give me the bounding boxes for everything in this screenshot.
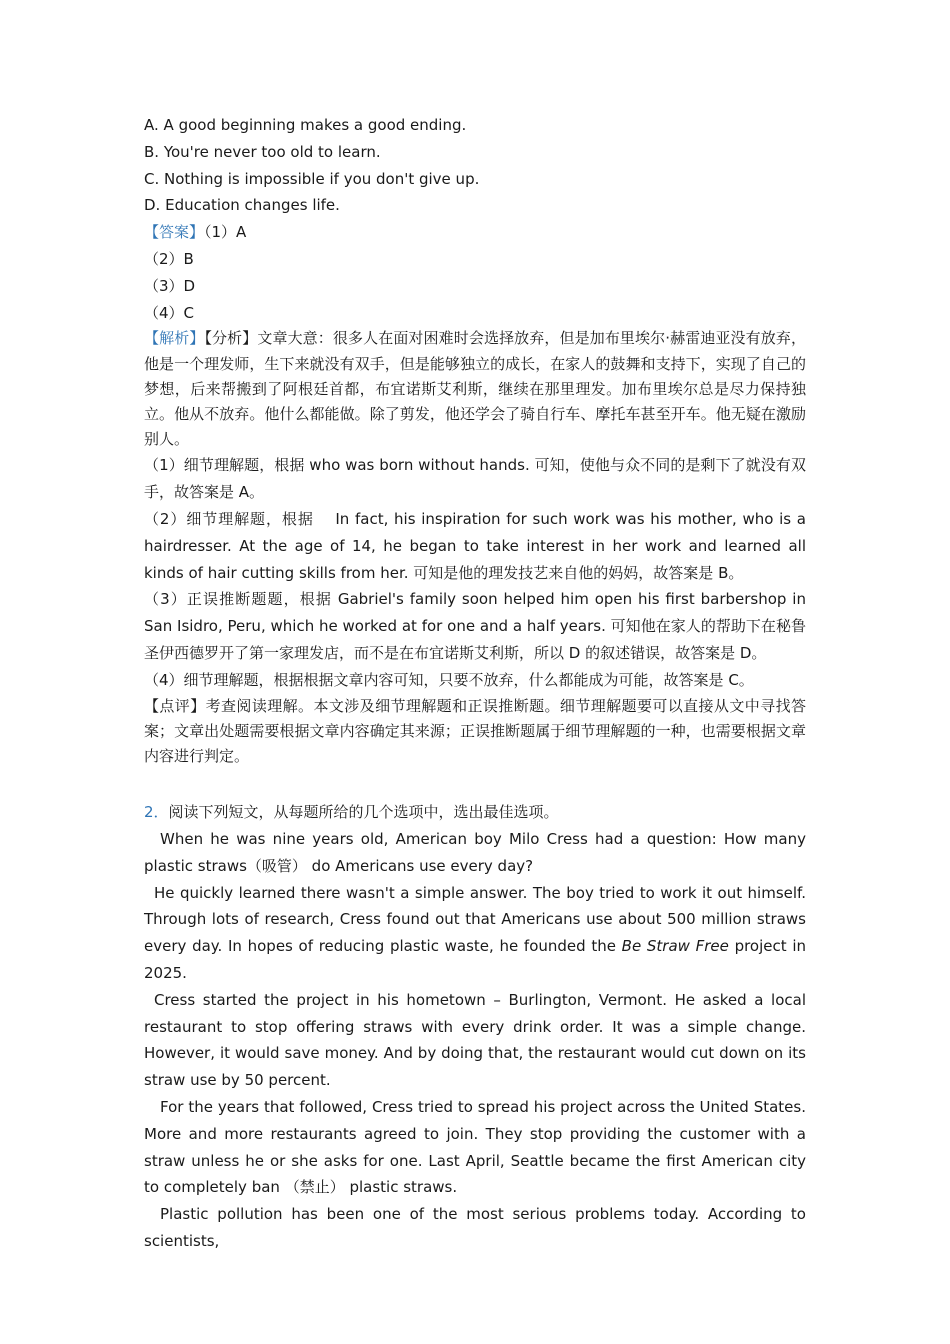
answer-3: （3）D [144, 276, 196, 295]
option-c: C. Nothing is impossible if you don't give up. [144, 169, 480, 188]
answer-label: 【答案】 [144, 223, 205, 242]
analysis-item-4: （4）细节理解题，根据根据文章内容可知，只要不放弃，什么都能成为可能，故答案是 C。 [144, 670, 754, 689]
answer-1: （1）A [204, 223, 247, 242]
passage-paragraph-2: He quickly learned there wasn't a simple answer. The boy tried to work it out himself. Through lots of research, Cress found out that Americans use about 500 million straws every day. In hopes of reducing plastic waste, he founded the Be Straw Free project in 2025. [144, 883, 807, 982]
option-a: A. A good beginning makes a good ending. [144, 116, 467, 134]
passage-paragraph-5: Plastic pollution has been one of the most serious problems today. According to scientists, [144, 1205, 806, 1250]
option-d: D. Education changes life. [144, 196, 340, 215]
passage-paragraph-4: For the years that followed, Cress tried to spread his project across the United States. More and more restaurants agreed to join. They stop providing the customer with a straw unless he or she asks for one. Last April, Seattle became the first American city to completely ban （禁止） plastic straws. [144, 1097, 806, 1197]
analysis-item-3: （3）正误推断题题，根据 Gabriel's family soon helped him open his first barbershop in San Isidro, Peru, which he worked at for one and a half years. 可知他在家人的帮助下在秘鲁圣伊西德罗开了第一家理发店，而不是在布宜诺斯艾利斯，所以 D 的叙述错误，故答案是 D。 [144, 590, 806, 662]
question-2-heading [144, 799, 806, 826]
analysis-item-1: （1）细节理解题，根据 who was born without hands. 可知，使他与众不同的是剩下了就没有双手，故答案是 A。 [144, 456, 806, 502]
question-number: 2． [144, 803, 169, 822]
project-name: Be Straw Free [621, 937, 729, 956]
analysis-summary-text: 【分析】文章大意：很多人在面对困难时会选择放弃，但是加布里埃尔·赫雷迪亚没有放弃，他是一个理发师，生下来就没有双手，但是能够独立的成长，在家人的鼓舞和支持下，实现了自己的梦想，后来帮搬到了阿根廷首都，布宜诺斯艾利斯，继续在那里理发。加布里埃尔总是尽力保持独立。他从不放弃。他什么都能做。除了剪发，他还学会了骑自行车、摩托车甚至开车。他无疑在激励别人。 [144, 329, 806, 449]
answer-2: （2）B [144, 249, 194, 268]
answer-line [144, 219, 806, 246]
analysis-label: 【解析】 [144, 329, 205, 348]
option-b: B. You're never too old to learn. [144, 142, 381, 161]
analysis-summary [144, 326, 806, 452]
passage-paragraph-3: Cress started the project in his hometown – Burlington, Vermont. He asked a local restaurant to stop offering straws with every drink order. It was a simple change. However, it would save money. And by doing that, the restaurant would cut down on its straw use by 50 percent. [144, 990, 806, 1090]
question-instruction: 阅读下列短文，从每题所给的几个选项中，选出最佳选项。 [168, 803, 559, 822]
document-page [144, 112, 806, 1255]
passage-paragraph-1: When he was nine years old, American boy Milo Cress had a question: How many plastic straws（吸管） do Americans use every day? [144, 829, 806, 875]
answer-4: （4）C [144, 303, 195, 322]
analysis-comment: 【点评】考查阅读理解。本文涉及细节理解题和正误推断题。细节理解题要可以直接从文中寻找答案；文章出处题需要根据文章内容确定其来源；正误推断题属于细节理解题的一种，也需要根据文章内容进行判定。 [144, 696, 806, 765]
section-gap [144, 769, 806, 799]
analysis-item-2: （2）细节理解题，根据 In fact, his inspiration for such work was his mother, who is a hairdresser. At the age of 14, he began to take interest in her work and learned all kinds of hair cutting skills from her. 可知是他的理发技艺来自他的妈妈，故答案是 B。 [144, 509, 806, 582]
